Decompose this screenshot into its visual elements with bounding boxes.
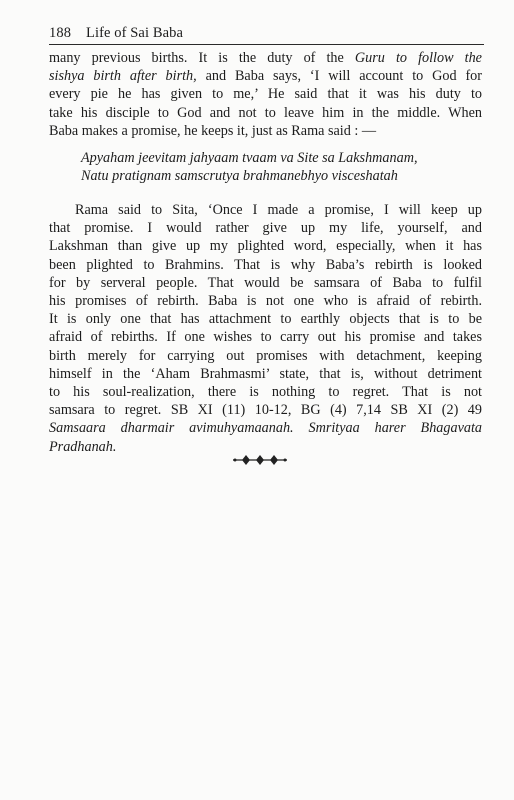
running-title: Life of Sai Baba — [85, 25, 184, 41]
text-line: been plighted to Brahmins. That is why Baba’s rebirth is looked — [49, 256, 482, 273]
text-line: his promises of rebirth. Baba is not one who is afraid of rebirth. — [49, 293, 482, 310]
text-line: Lakshman than give up my plighted word, especially, when it has — [49, 238, 482, 255]
text-line: samsara to regret. SB XI (11) 10-12, BG (4) 7,14 SB XI (2) 49 — [49, 402, 482, 419]
text-line: sishya birth after birth, and Baba says, ‘I will account to God for — [49, 68, 482, 85]
paragraph-2 — [49, 201, 482, 456]
text-line: birth merely for carrying out promises with detachment, keeping — [49, 347, 482, 364]
text-line: many previous births. It is the duty of the Guru to follow the — [49, 50, 482, 66]
flower-divider-icon — [232, 453, 288, 467]
page-number: 188 — [49, 25, 72, 41]
text-line: afraid of rebirths. If one wishes to carry out his promise and takes — [49, 329, 482, 346]
text-line: himself in the ‘Aham Brahmasmi’ state, that is, without detriment — [49, 365, 482, 382]
sanskrit-verse — [81, 149, 418, 185]
text-line: Pradhanah. — [49, 438, 117, 455]
verse-line: Natu pratignam samscrutya brahmanebhyo visceshatah — [81, 168, 398, 184]
page-header — [49, 24, 484, 42]
text-line: Samsaara dharmair avimuhyamaanah. Smrityaa harer Bhagavata — [49, 420, 482, 437]
header-rule — [49, 44, 484, 45]
verse-line: Apyaham jeevitam jahyaam tvaam va Site sa Lakshmanam, — [81, 150, 418, 166]
text-line: take his disciple to God and not to leave him in the middle. When — [49, 104, 482, 121]
text-line: that promise. I would rather give up my life, yourself, and — [49, 220, 482, 237]
text-line: It is only one that has attachment to earthly objects that is to be — [49, 311, 482, 328]
text-line: for by serveral people. That would be samsara of Baba to fulfil — [49, 274, 482, 291]
text-line: Baba makes a promise, he keeps it, just as Rama said : — — [49, 122, 377, 139]
paragraph-1 — [49, 49, 482, 140]
text-line: Rama said to Sita, ‘Once I made a promise, I will keep up — [75, 202, 482, 218]
text-line: every pie he has given to me,’ He said that it was his duty to — [49, 86, 482, 103]
text-line: to his soul-realization, there is nothing to regret. That is not — [49, 384, 482, 401]
